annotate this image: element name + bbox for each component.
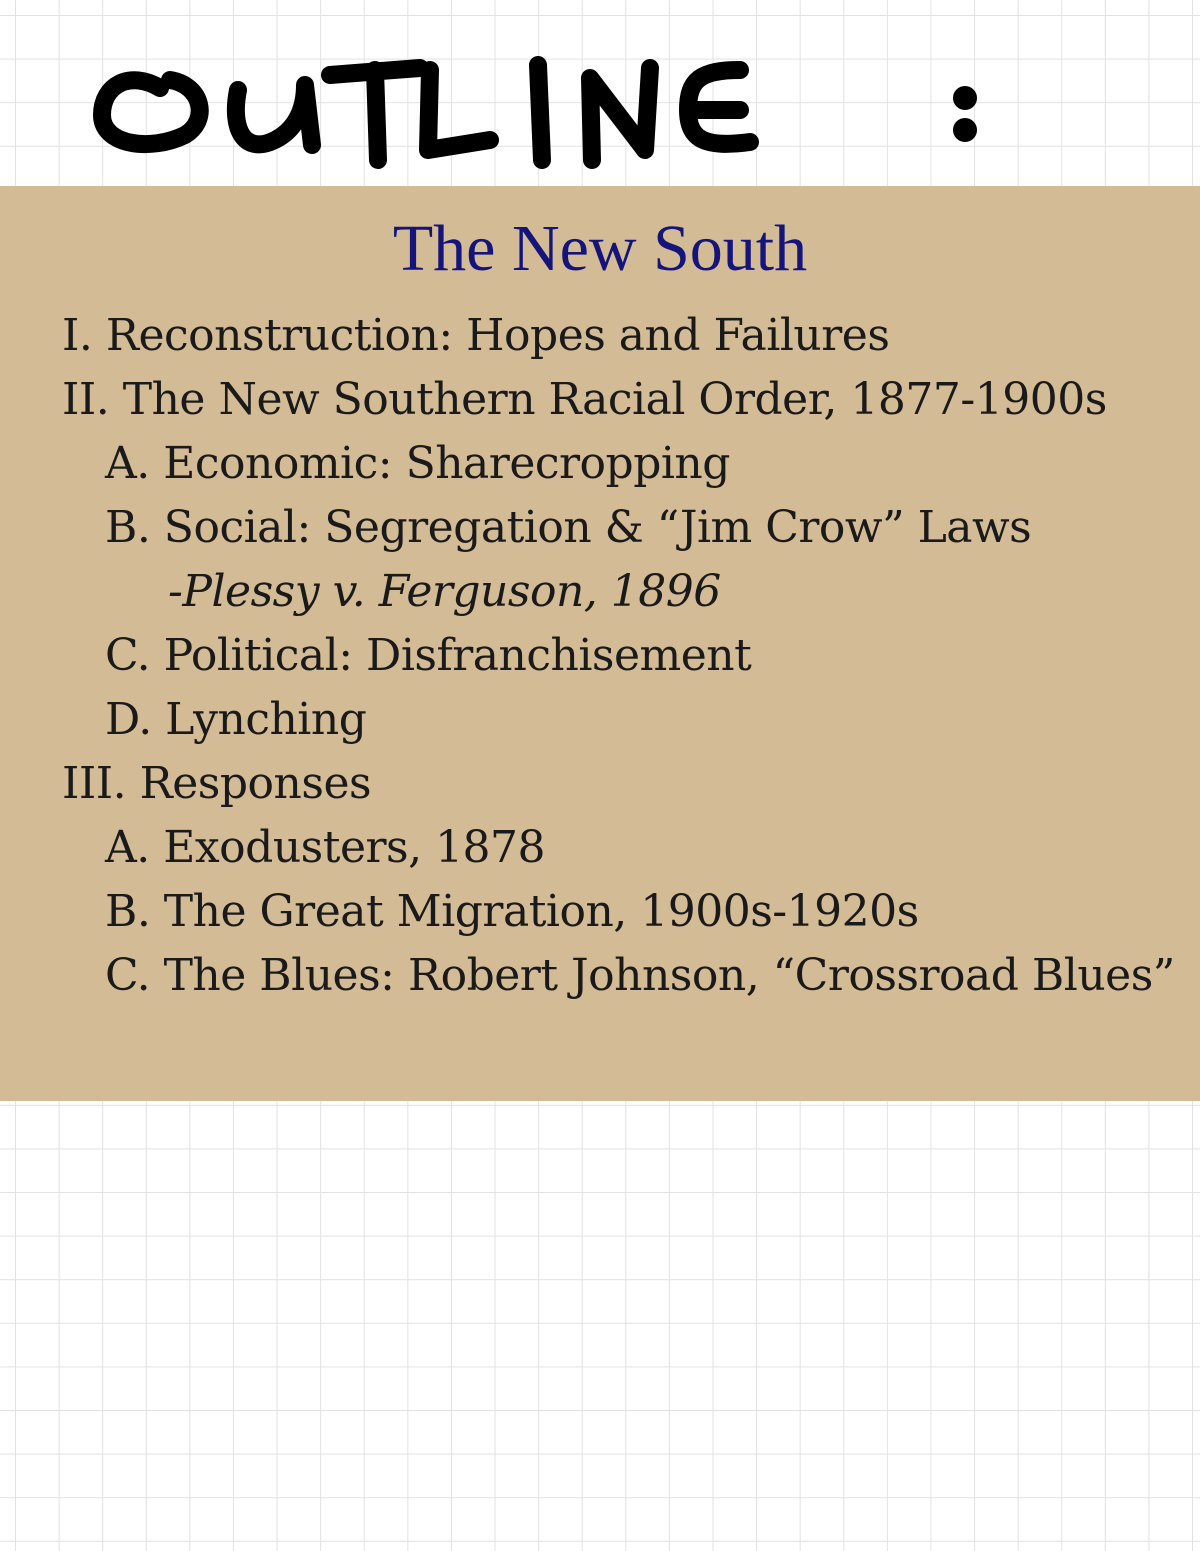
outline-item-iii-b: B. The Great Migration, 1900s-1920s [105, 886, 919, 937]
outline-item-ii-c: C. Political: Disfranchisement [105, 630, 752, 681]
handwritten-outline-heading [90, 40, 1000, 180]
slide-title: The New South [392, 212, 808, 285]
outline-item-ii-b: B. Social: Segregation & “Jim Crow” Laws [105, 502, 1032, 553]
outline-item-iii-a: A. Exodusters, 1878 [105, 822, 546, 873]
outline-subitem-plessy: -Plessy v. Ferguson, 1896 [168, 566, 721, 617]
slide-panel [0, 186, 1200, 1101]
outline-item-i: I. Reconstruction: Hopes and Failures [62, 310, 890, 361]
outline-item-iii-c: C. The Blues: Robert Johnson, “Crossroad Blues” [105, 950, 1175, 1001]
outline-item-ii-a: A. Economic: Sharecropping [105, 438, 730, 489]
outline-item-ii: II. The New Southern Racial Order, 1877-1900s [62, 374, 1107, 425]
outline-item-iii: III. Responses [62, 758, 372, 809]
outline-item-ii-d: D. Lynching [105, 694, 367, 745]
